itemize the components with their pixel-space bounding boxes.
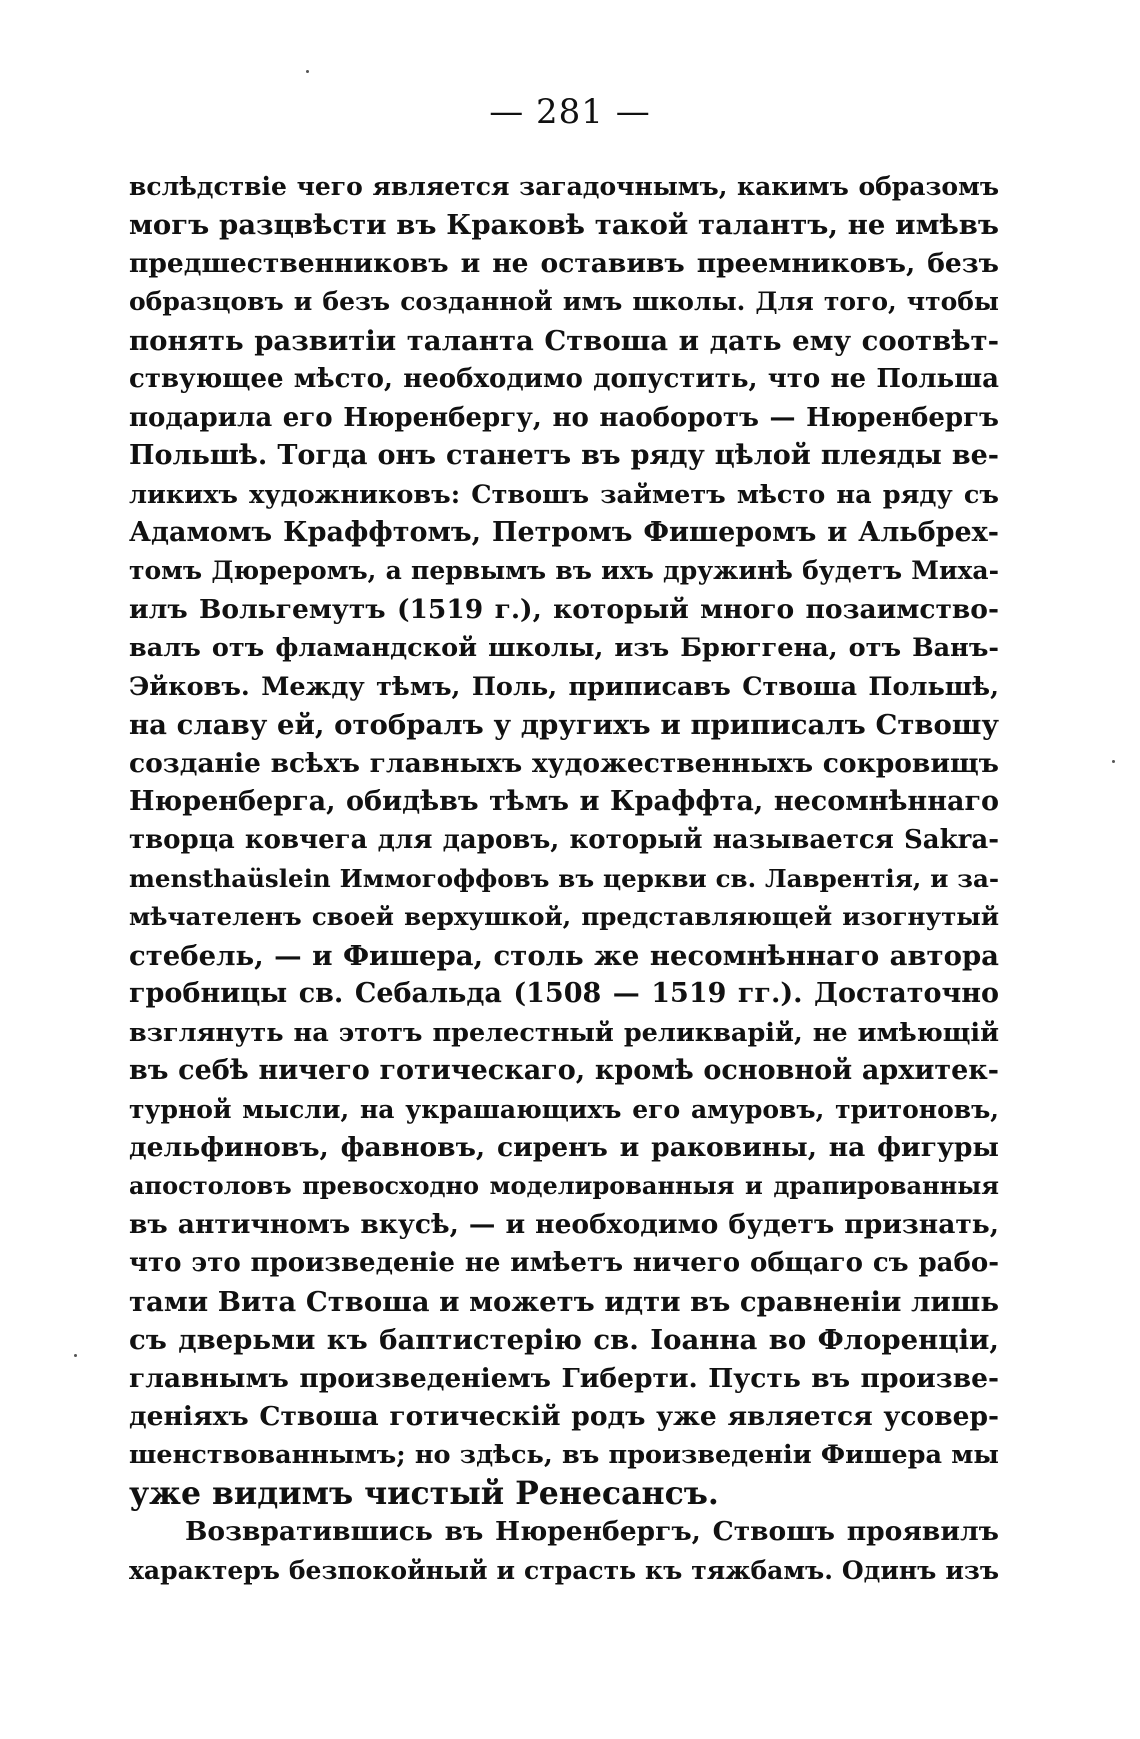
- text-line: валъ отъ фламандской школы, изъ Брюггена, отъ Ванъ-: [129, 633, 999, 664]
- text-line: деніяхъ Ствоша готическій родъ уже является усовер-: [129, 1401, 999, 1432]
- text-line: апостоловъ превосходно моделированныя и драпированныя: [129, 1171, 999, 1201]
- text-line: Эйковъ. Между тѣмъ, Поль, приписавъ Ствоша Польшѣ,: [129, 671, 999, 702]
- text-line: что это произведеніе не имѣетъ ничего общаго съ рабо-: [129, 1248, 999, 1279]
- text-line: стебель, — и Фишера, столь же несомнѣннаго автора: [129, 939, 999, 972]
- text-line: въ себѣ ничего готическаго, кромѣ основной архитек-: [129, 1055, 999, 1087]
- text-line: гробницы св. Себальда (1508 — 1519 гг.). Достаточно: [129, 978, 999, 1010]
- text-line: могъ разцвѣсти въ Краковѣ такой талантъ, не имѣвъ: [129, 209, 999, 242]
- text-line: созданіе всѣхъ главныхъ художественныхъ сокровищъ: [129, 747, 999, 779]
- text-line: на славу ей, отобралъ у другихъ и приписалъ Ствошу: [129, 709, 999, 742]
- text-line: съ дверьми къ баптистерію св. Іоанна во Флоренціи,: [129, 1324, 999, 1357]
- text-line: взглянуть на этотъ прелестный реликварій, не имѣющій: [129, 1017, 999, 1048]
- text-line: тами Вита Ствоша и можетъ идти въ сравненіи лишь: [129, 1285, 999, 1318]
- text-line: mensthaüslein Иммогоффовъ въ церкви св. Лаврентія, и за-: [129, 863, 999, 893]
- text-line: шенствованнымъ; но здѣсь, въ произведеніи Фишера мы: [129, 1440, 999, 1471]
- text-line: Польшѣ. Тогда онъ станетъ въ ряду цѣлой плеяды ве-: [129, 440, 999, 472]
- scan-speck: [1112, 760, 1115, 763]
- text-line: творца ковчега для даровъ, который называется Sakra-: [129, 825, 999, 856]
- text-line: ликихъ художниковъ: Ствошъ займетъ мѣсто на ряду съ: [129, 479, 999, 510]
- text-line: вслѣдствіе чего является загадочнымъ, какимъ образомъ: [129, 172, 999, 201]
- text-line: подарила его Нюренбергу, но наоборотъ — Нюренбергъ: [129, 402, 999, 433]
- text-line: главнымъ произведеніемъ Гиберти. Пусть въ произве-: [129, 1362, 999, 1394]
- text-line-paragraph-start: Возвратившись въ Нюренбергъ, Ствошъ проявилъ: [185, 1516, 999, 1548]
- text-line: илъ Вольгемутъ (1519 г.), который много позаимство-: [129, 593, 999, 625]
- text-line: образцовъ и безъ созданной имъ школы. Для того, чтобы: [129, 287, 999, 317]
- text-line: понять развитіи таланта Ствоша и дать ему соотвѣт-: [129, 324, 999, 357]
- text-line: предшественниковъ и не оставивъ преемниковъ, безъ: [129, 247, 999, 279]
- text-line: въ античномъ вкусѣ, — и необходимо будетъ признать,: [129, 1208, 999, 1240]
- scan-speck: [74, 1354, 77, 1357]
- text-line: турной мысли, на украшающихъ его амуровъ, тритоновъ,: [129, 1094, 999, 1124]
- body-text: [129, 168, 999, 1590]
- text-line: мѣчателенъ своей верхушкой, представляющей изогнутый: [129, 902, 999, 932]
- page-number: — 281 —: [489, 92, 651, 132]
- text-line: дельфиновъ, фавновъ, сиренъ и раковины, на фигуры: [129, 1131, 999, 1163]
- text-line: ствующее мѣсто, необходимо допустить, что не Польша: [129, 364, 999, 395]
- text-line-paragraph-end: уже видимъ чистый Ренесансъ.: [129, 1474, 719, 1512]
- text-line: характеръ безпокойный и страсть къ тяжбамъ. Одинъ изъ: [129, 1555, 999, 1585]
- text-line: томъ Дюреромъ, а первымъ въ ихъ дружинѣ будетъ Миха-: [129, 556, 999, 586]
- text-line: Нюренберга, обидѣвъ тѣмъ и Краффта, несомнѣннаго: [129, 786, 999, 817]
- scan-speck: [306, 70, 309, 73]
- text-line: Адамомъ Краффтомъ, Петромъ Фишеромъ и Альбрех-: [129, 516, 999, 548]
